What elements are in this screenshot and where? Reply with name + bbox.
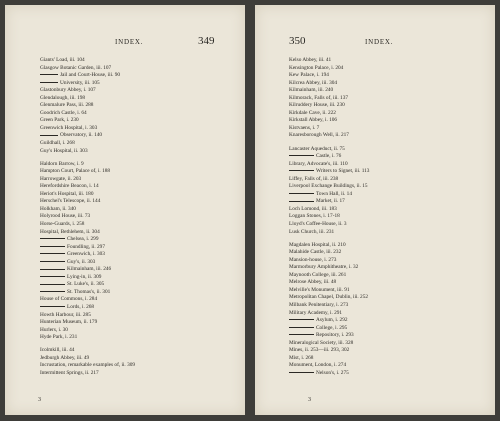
ditto-rule [289, 193, 314, 194]
index-entry [40, 259, 280, 267]
ditto-rule [289, 327, 314, 328]
ditto-rule [40, 261, 65, 262]
ditto-rule [289, 334, 314, 335]
index-entry [289, 110, 500, 118]
index-entry [289, 102, 500, 110]
index-entry [289, 355, 500, 363]
index-entry [40, 370, 280, 378]
ditto-rule [40, 82, 58, 83]
index-entry-text: Herefordshire Beacon, i. 14 [40, 183, 99, 190]
index-entry-text: Green Park, i. 230 [40, 117, 79, 124]
index-entry-text: Glendalough, iii. 198 [40, 94, 86, 101]
index-entry-text: Giants' Load, iii. 104 [40, 57, 85, 63]
ditto-rule [40, 135, 58, 136]
index-entry-text: Intermittent Springs, ii. 217 [40, 369, 99, 376]
index-entry [289, 191, 500, 199]
index-entry-text: Hyde Park, i. 231 [40, 334, 78, 341]
index-entry [40, 244, 280, 252]
left-page [5, 5, 245, 415]
index-entry [289, 242, 500, 250]
index-entry-text: Heriot's Hospital, iii. 180 [40, 190, 94, 197]
index-entry-text: Hunterian Museum, ii. 179 [40, 319, 98, 326]
index-entry-text: Maynooth College, iii. 261 [289, 271, 347, 278]
index-entry [40, 168, 280, 176]
index-entry [289, 287, 500, 295]
index-entry-text: Horse-Guards, i. 258 [40, 220, 85, 227]
index-entry-text: St. Luke's, ii. 305 [67, 281, 105, 288]
index-entry [289, 213, 500, 221]
index-entry [289, 132, 500, 140]
index-entry-text: Hurlers, i. 30 [40, 326, 68, 333]
index-entry [40, 65, 280, 73]
right-page [255, 5, 495, 415]
index-entry-text: Liverpool Exchange Buildings, ii. 15 [289, 183, 368, 190]
index-entry-text: Mansion-house, i. 273 [289, 256, 337, 263]
page-number: 350 [289, 35, 306, 47]
index-entry-text: Mines, ii. 253—iii. 293, 302 [289, 347, 350, 354]
index-entry [40, 117, 280, 125]
index-entry-text: Kirkdale Cave, ii. 222 [289, 109, 336, 116]
index-entry [289, 370, 500, 378]
index-entry-text: Asylum, i. 292 [316, 317, 348, 324]
index-entry-text: Repository, i. 293 [316, 332, 354, 339]
index-entry-list [289, 57, 500, 377]
index-entry [289, 72, 500, 80]
index-entry [289, 95, 500, 103]
index-entry-text: Kilcrea Abbey, iii. 304 [289, 79, 338, 86]
index-entry-text: Glastonbury Abbey, i. 107 [40, 87, 96, 94]
index-entry-text: Kew Palace, i. 194 [289, 72, 329, 79]
index-entry [40, 57, 280, 65]
index-entry-text: Kilmorack, Falls of, iii. 137 [289, 94, 348, 101]
signature-mark: 3 [38, 397, 41, 403]
index-entry [40, 72, 280, 80]
index-entry-text: Nelson's, i. 275 [316, 369, 349, 376]
index-entry-text: Glenmalure Pass, iii. 288 [40, 102, 94, 109]
ditto-rule [40, 238, 65, 239]
ditto-rule [40, 246, 65, 247]
index-entry [289, 183, 500, 191]
index-entry [289, 347, 500, 355]
index-entry [40, 110, 280, 118]
index-entry-text: Writers to Signet, iii. 113 [316, 168, 370, 175]
index-entry-text: Lloyd's Coffee-House, ii. 3 [289, 220, 347, 227]
index-entry [289, 65, 500, 73]
index-entry-text: Library, Advocate's, iii. 110 [289, 160, 348, 167]
index-entry-text: Marmorbury Amphitheatre, i. 32 [289, 264, 359, 271]
index-entry-text: Monument, London, i. 274 [289, 362, 347, 369]
index-entry [40, 191, 280, 199]
index-entry-text: Mineralogical Society, iii. 328 [289, 339, 354, 346]
index-entry [40, 319, 280, 327]
index-entry [289, 362, 500, 370]
index-entry-text: Hampton Court, Palace of, i. 188 [40, 168, 111, 175]
index-entry-text: Haldorn Barrow, i. 9 [40, 160, 84, 167]
index-entry-text: Kistvaens, i. 7 [289, 124, 320, 131]
index-entry [289, 257, 500, 265]
index-entry-text: Holyrood House, iii. 73 [40, 213, 91, 220]
ditto-rule [40, 306, 65, 307]
index-entry [40, 334, 280, 342]
page-number: 349 [198, 35, 215, 47]
ditto-rule [40, 284, 65, 285]
index-entry-text: Lusk Church, iii. 231 [289, 228, 335, 235]
index-entry-text: Incrustation, remarkable examples of, ii. 309 [40, 362, 136, 369]
index-entry-text: Harrowgate, ii. 203 [40, 175, 82, 182]
index-entry [289, 161, 500, 169]
index-entry [40, 327, 280, 335]
index-entry [289, 310, 500, 318]
index-entry-text: Liffey, Falls of, iii. 238 [289, 175, 339, 182]
index-entry [289, 146, 500, 154]
index-entry-text: Market, ii. 17 [316, 198, 345, 205]
index-entry-text: Chelsea, i. 299 [67, 236, 99, 243]
index-entry [289, 229, 500, 237]
index-entry [40, 251, 280, 259]
index-entry [40, 236, 280, 244]
index-entry-text: Howth Harbour, iii. 285 [40, 311, 91, 318]
index-entry [289, 87, 500, 95]
index-entry [289, 340, 500, 348]
index-entry [289, 176, 500, 184]
index-entry-text: Goodrich Castle, i. 64 [40, 109, 87, 116]
index-entry-text: Greenwich, i. 303 [67, 251, 105, 258]
index-entry [40, 281, 280, 289]
ditto-rule [289, 170, 314, 171]
ditto-rule [40, 74, 58, 75]
index-entry [40, 266, 280, 274]
index-entry-text: Kirkstall Abbey, i. 106 [289, 117, 338, 124]
index-entry [40, 221, 280, 229]
index-entry [289, 117, 500, 125]
index-entry-text: Lords, i. 268 [67, 304, 95, 310]
index-entry [40, 102, 280, 110]
index-entry [40, 140, 280, 148]
index-entry [40, 213, 280, 221]
index-entry-text: House of Commons, i. 284 [40, 296, 98, 303]
index-entry [289, 272, 500, 280]
index-entry-text: Kilmainham, iii. 240 [289, 87, 334, 94]
index-entry [40, 229, 280, 237]
index-entry-text: Mist, i. 268 [289, 354, 314, 361]
index-entry-text: Jedburgh Abbey, iii. 49 [40, 354, 90, 361]
index-entry-text: Lying-in, ii. 309 [67, 273, 102, 280]
index-entry [40, 87, 280, 95]
index-entry [289, 279, 500, 287]
index-entry-text: Icolmkill, iii. 44 [40, 347, 75, 354]
index-entry [40, 132, 280, 140]
index-entry [40, 148, 280, 156]
index-entry-text: College, i. 295 [316, 324, 348, 331]
index-entry [289, 332, 500, 340]
index-entry [289, 325, 500, 333]
index-entry [40, 296, 280, 304]
index-entry-text: Foundling, ii. 297 [67, 243, 105, 250]
index-entry [289, 221, 500, 229]
index-entry-text: Kelso Abbey, iii. 41 [289, 57, 332, 63]
index-entry-text: Melrose Abbey, iii. 48 [289, 279, 337, 286]
index-entry [40, 347, 280, 355]
ditto-rule [40, 253, 65, 254]
running-header: INDEX. [365, 38, 394, 46]
index-entry-text: University, iii. 105 [60, 79, 100, 86]
index-entry-text: Observatory, ii. 140 [60, 132, 103, 139]
index-entry [289, 153, 500, 161]
index-entry [40, 362, 280, 370]
index-entry [289, 302, 500, 310]
index-entry-text: Hospital, Bethlehem, ii. 304 [40, 228, 100, 235]
index-entry [289, 294, 500, 302]
index-entry-text: Guy's Hospital, ii. 303 [40, 147, 88, 154]
ditto-rule [40, 276, 65, 277]
signature-mark: 3 [308, 397, 311, 403]
ditto-rule [289, 319, 314, 320]
index-entry [289, 317, 500, 325]
index-entry-text: Kensington Palace, i. 204 [289, 64, 344, 71]
index-entry-text: St. Thomas's, ii. 301 [67, 288, 111, 295]
index-entry-text: Castle, i. 76 [316, 153, 342, 160]
index-entry-text: Kilmainham, iii. 246 [67, 266, 112, 273]
index-entry-text: Jail and Court-House, iii. 90 [60, 72, 121, 79]
index-entry [40, 206, 280, 214]
index-entry [289, 57, 500, 65]
index-entry-text: Metropolitan Chapel, Dublin, iii. 252 [289, 294, 369, 301]
index-entry-text: Magdalen Hospital, ii. 210 [289, 241, 346, 248]
index-entry [40, 80, 280, 88]
index-entry-text: Loch Lomond, iii. 183 [289, 205, 337, 212]
index-entry-text: Knaresborough Well, ii. 217 [289, 132, 349, 139]
index-entry-text: Guildhall, i. 268 [40, 140, 75, 147]
index-entry [289, 264, 500, 272]
index-entry [40, 125, 280, 133]
index-entry-text: Loggan Stones, i. 17-18 [289, 213, 340, 220]
index-entry [289, 125, 500, 133]
index-entry [40, 312, 280, 320]
index-entry-text: Glasgow Botanic Garden, iii. 107 [40, 64, 112, 71]
index-entry [289, 168, 500, 176]
index-entry-text: Kilruddery House, iii. 230 [289, 102, 345, 109]
index-entry-text: Lancaster Aqueduct, ii. 75 [289, 145, 345, 152]
running-header: INDEX. [115, 38, 144, 46]
index-entry-text: Holkham, ii. 340 [40, 205, 76, 212]
index-entry [40, 95, 280, 103]
ditto-rule [289, 155, 314, 156]
ditto-rule [289, 201, 314, 202]
index-entry-text: Herschel's Telescope, ii. 144 [40, 198, 101, 205]
index-entry-text: Military Academy, i. 291 [289, 309, 343, 316]
index-entry-text: Melville's Monument, iii. 91 [289, 286, 350, 293]
index-entry-text: Town Hall, ii. 14 [316, 190, 352, 197]
index-entry [289, 249, 500, 257]
index-entry [40, 274, 280, 282]
index-entry [40, 183, 280, 191]
ditto-rule [40, 291, 65, 292]
index-entry [289, 80, 500, 88]
ditto-rule [289, 372, 314, 373]
index-entry [40, 198, 280, 206]
index-entry-text: Greenwich Hospital, i. 303 [40, 124, 98, 131]
ditto-rule [40, 269, 65, 270]
index-entry-list [40, 57, 280, 377]
index-entry-text: Milbank Penitentiary, i. 273 [289, 301, 349, 308]
index-entry [289, 198, 500, 206]
index-entry [40, 304, 280, 312]
index-entry-text: Malahide Castle, iii. 232 [289, 249, 342, 256]
index-entry [289, 206, 500, 214]
index-entry-text: Guy's, ii. 303 [67, 258, 96, 265]
